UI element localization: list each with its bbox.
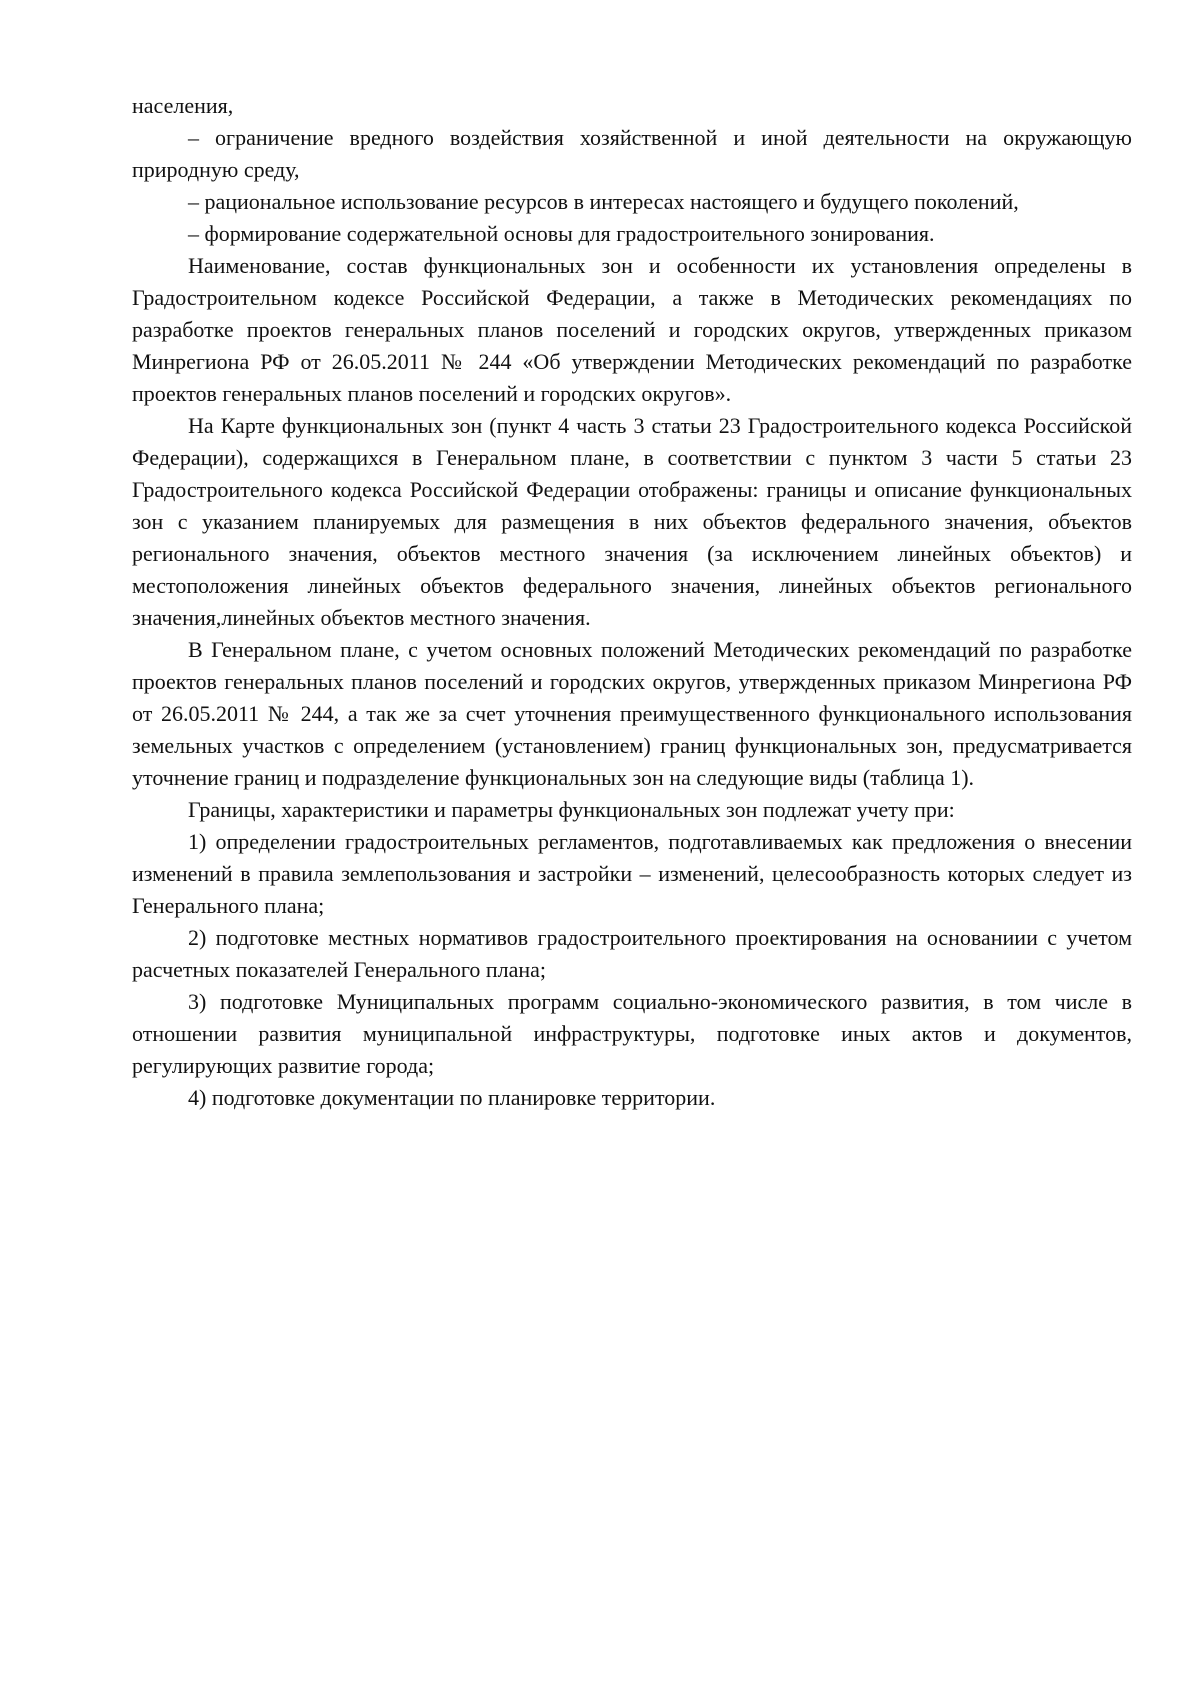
bullet-limit-harmful-impact: – ограничение вредного воздействия хозяйственной и иной деятельности на окружающую природную среду, [132, 125, 1132, 182]
paragraph-population: населения, [132, 93, 234, 118]
paragraph-zone-names: Наименование, состав функциональных зон и особенности их установления определены в Градостроительном кодексе Российской Федерации, а также в Методических рекомендациях по разработке проектов генеральных планов поселений и городских округов, утвержденных приказом Минрегиона РФ от 26.05.2011 № 244 «Об утверждении Методических рекомендаций по разработке проектов генеральных планов поселений и городских округов». [132, 253, 1132, 406]
paragraph-boundaries-intro: Границы, характеристики и параметры функциональных зон подлежат учету при: [188, 797, 955, 822]
list-item-2: 2) подготовке местных нормативов градостроительного проектирования на основаниии с учетом расчетных показателей Генерального плана; [132, 925, 1132, 982]
document-page [132, 90, 1132, 1114]
bullet-zoning-basis: – формирование содержательной основы для градостроительного зонирования. [188, 221, 935, 246]
list-item-3: 3) подготовке Муниципальных программ социально-экономического развития, в том числе в отношении развития муниципальной инфраструктуры, подготовке иных актов и документов, регулирующих развитие города; [132, 989, 1132, 1078]
paragraph-general-plan: В Генеральном плане, с учетом основных положений Методических рекомендаций по разработке проектов генеральных планов поселений и городских округов, утвержденных приказом Минрегиона РФ от 26.05.2011 № 244, а так же за счет уточнения преимущественного функционального использования земельных участков с определением (установлением) границ функциональных зон, предусматривается уточнение границ и подразделение функциональных зон на следующие виды (таблица 1). [132, 637, 1132, 790]
list-item-1: 1) определении градостроительных регламентов, подготавливаемых как предложения о внесении изменений в правила землепользования и застройки – изменений, целесообразность которых следует из Генерального плана; [132, 829, 1132, 918]
list-item-4: 4) подготовке документации по планировке территории. [188, 1085, 716, 1110]
bullet-rational-resource-use: – рациональное использование ресурсов в интересах настоящего и будущего поколений, [188, 189, 1019, 214]
paragraph-zone-map: На Карте функциональных зон (пункт 4 часть 3 статьи 23 Градостроительного кодекса Российской Федерации), содержащихся в Генеральном плане, в соответствии с пунктом 3 части 5 статьи 23 Градостроительного кодекса Российской Федерации отображены: границы и описание функциональных зон с указанием планируемых для размещения в них объектов федерального значения, объектов регионального значения, объектов местного значения (за исключением линейных объектов) и местоположения линейных объектов федерального значения, линейных объектов регионального значения,линейных объектов местного значения. [132, 413, 1132, 630]
